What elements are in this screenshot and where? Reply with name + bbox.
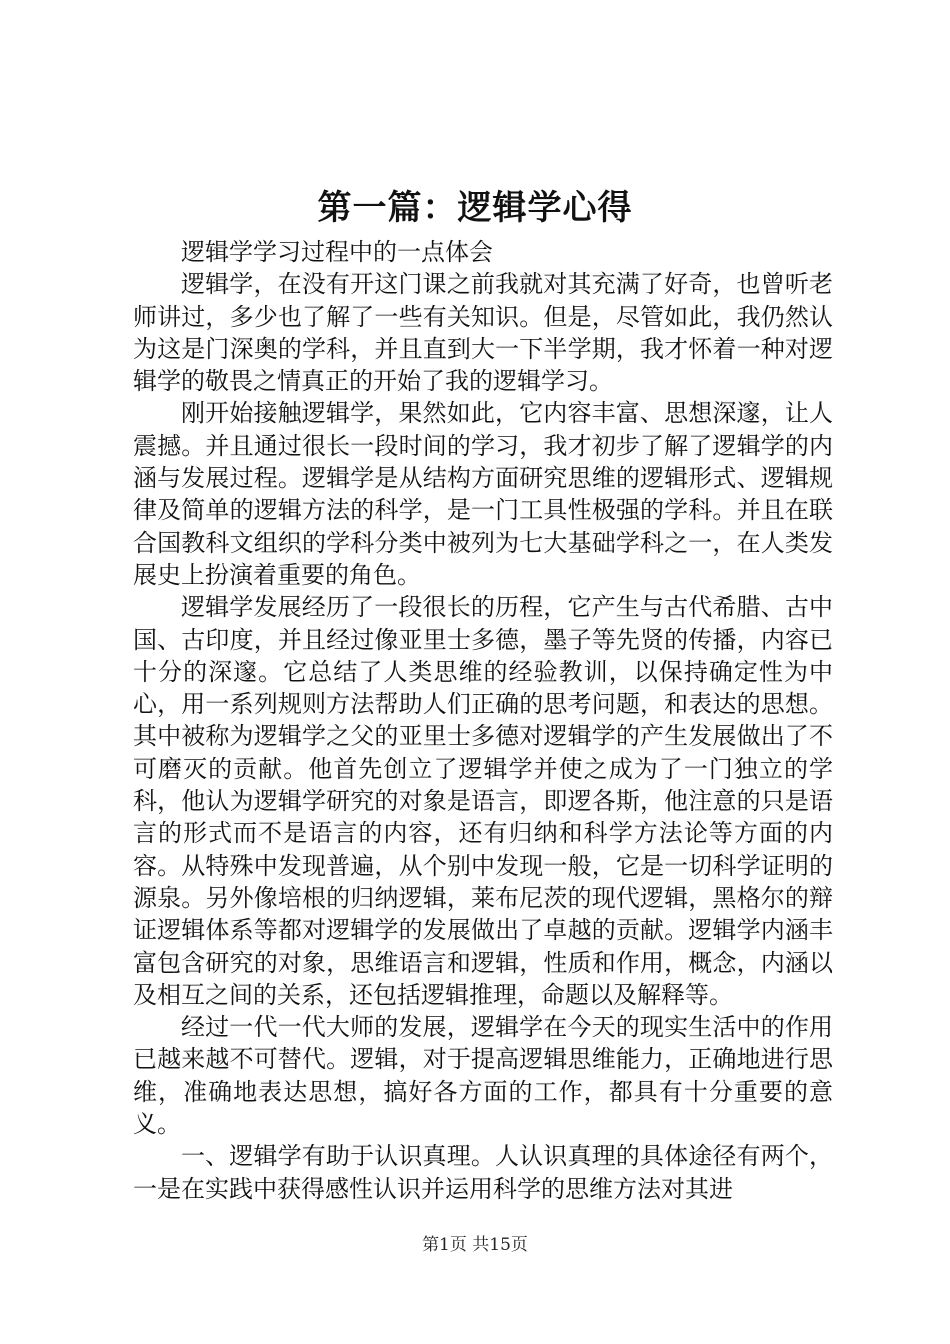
document-title: 第一篇：逻辑学心得 <box>317 188 633 228</box>
document-body <box>133 236 833 1205</box>
paragraph-subtitle: 逻辑学学习过程中的一点体会 <box>181 238 493 266</box>
paragraph: 刚开始接触逻辑学，果然如此，它内容丰富、思想深邃，让人震撼。并且通过很长一段时间的学习，我才初步了解了逻辑学的内涵与发展过程。逻辑学是从结构方面研究思维的逻辑形式、逻辑规律及简单的逻辑方法的科学，是一门工具性极强的学科。并且在联合国教科文组织的学科分类中被列为七大基础学科之一，在人类发展史上扮演着重要的角色。 <box>133 399 833 589</box>
paragraph: 经过一代一代大师的发展，逻辑学在今天的现实生活中的作用已越来越不可替代。逻辑，对于提高逻辑思维能力，正确地进行思维，准确地表达思想，搞好各方面的工作，都具有十分重要的意义。 <box>133 1013 833 1139</box>
paragraph: 一、逻辑学有助于认识真理。人认识真理的具体途径有两个，一是在实践中获得感性认识并运用科学的思维方法对其进 <box>133 1142 833 1203</box>
paragraph: 逻辑学，在没有开这门课之前我就对其充满了好奇，也曾听老师讲过，多少也了解了一些有关知识。但是，尽管如此，我仍然认为这是门深奥的学科，并且直到大一下半学期，我才怀着一种对逻辑学的敬畏之情真正的开始了我的逻辑学习。 <box>133 270 833 396</box>
page-number-footer: 第1页 共15页 <box>422 1235 528 1255</box>
paragraph: 逻辑学发展经历了一段很长的历程，它产生与古代希腊、古中国、古印度，并且经过像亚里士多德，墨子等先贤的传播，内容已十分的深邃。它总结了人类思维的经验教训，以保持确定性为中心，用一系列规则方法帮助人们正确的思考问题，和表达的思想。其中被称为逻辑学之父的亚里士多德对逻辑学的产生发展做出了不可磨灭的贡献。他首先创立了逻辑学并使之成为了一门独立的学科，他认为逻辑学研究的对象是语言，即逻各斯，他注意的只是语言的形式而不是语言的内容，还有归纳和科学方法论等方面的内容。从特殊中发现普遍，从个别中发现一般，它是一切科学证明的源泉。另外像培根的归纳逻辑，莱布尼茨的现代逻辑，黑格尔的辩证逻辑体系等都对逻辑学的发展做出了卓越的贡献。逻辑学内涵丰富包含研究的对象，思维语言和逻辑，性质和作用，概念，内涵以及相互之间的关系，还包括逻辑推理，命题以及解释等。 <box>133 593 833 1009</box>
